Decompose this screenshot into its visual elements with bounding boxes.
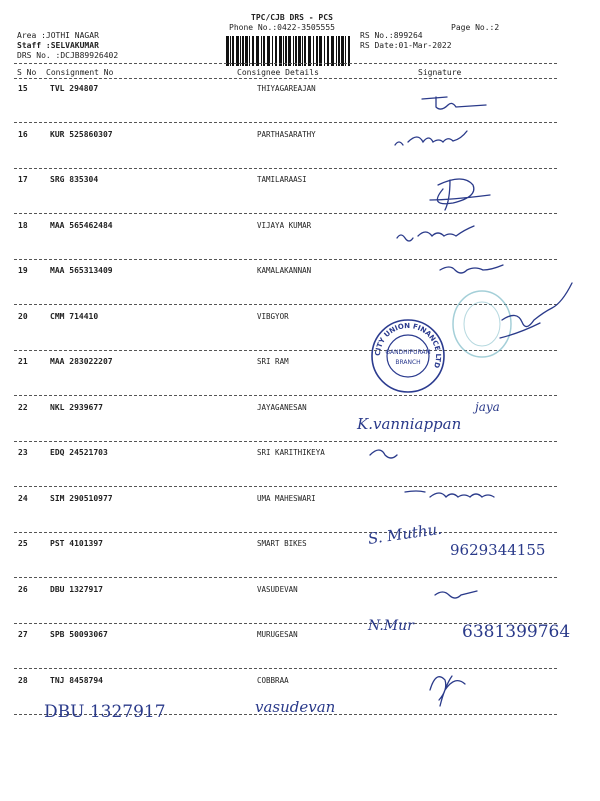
handwritten-dbu-note: DBU 1327917 xyxy=(44,702,166,722)
row-sno: 25 xyxy=(18,539,28,548)
row-consignee: VIBGYOR xyxy=(257,312,289,321)
row-consignment-no: CMM 714410 xyxy=(50,312,99,321)
handwritten-jaya: jaya xyxy=(475,400,500,414)
drs-number: DRS No. :DCJB89926402 xyxy=(17,51,119,60)
row-consignee: KAMALAKANNAN xyxy=(257,266,312,275)
row-consignment-no: SPB 50093067 xyxy=(50,630,108,639)
staff-label: Staff :SELVAKUMAR xyxy=(17,41,99,50)
handwritten-smuthu: S. Muthu. xyxy=(366,519,443,548)
document-title: TPC/CJB DRS - PCS xyxy=(251,13,333,22)
row-sno: 23 xyxy=(18,448,28,457)
page-number: Page No.:2 xyxy=(451,23,500,32)
row-consignment-no: TVL 294807 xyxy=(50,84,99,93)
row-sno: 26 xyxy=(18,585,28,594)
column-sno: S No xyxy=(17,68,37,77)
rs-number: RS No.:899264 xyxy=(360,31,423,40)
row-consignee: PARTHASARATHY xyxy=(257,130,316,139)
row-sno: 16 xyxy=(18,130,28,139)
row-consignment-no: DBU 1327917 xyxy=(50,585,103,594)
row-consignee: SMART BIKES xyxy=(257,539,307,548)
row-consignee: SRI KARITHIKEYA xyxy=(257,448,325,457)
row-consignee: SRI RAM xyxy=(257,357,289,366)
row-consignment-no: NKL 2939677 xyxy=(50,403,103,412)
row-consignee: TAMILARAASI xyxy=(257,175,307,184)
row-sno: 20 xyxy=(18,312,28,321)
handwritten-phone-2: 6381399764 xyxy=(462,622,571,642)
row-consignment-no: PST 4101397 xyxy=(50,539,103,548)
row-consignment-no: TNJ 8458794 xyxy=(50,676,103,685)
row-sno: 22 xyxy=(18,403,28,412)
handwritten-kvanniappan: K.vanniappan xyxy=(357,415,462,433)
row-sno: 15 xyxy=(18,84,28,93)
row-sno: 28 xyxy=(18,676,28,685)
row-consignment-no: SIM 290510977 xyxy=(50,494,113,503)
svg-text:GANDHIPURAM: GANDHIPURAM xyxy=(385,349,431,356)
column-consignment: Consignment No xyxy=(46,68,114,77)
row-consignee: COBBRAA xyxy=(257,676,289,685)
row-consignee: THIYAGAREAJAN xyxy=(257,84,316,93)
row-consignee: VASUDEVAN xyxy=(257,585,298,594)
handwritten-vasudevan-note: vasudevan xyxy=(255,698,336,716)
row-sno: 18 xyxy=(18,221,28,230)
area-label: Area :JOTHI NAGAR xyxy=(17,31,99,40)
rs-date: RS Date:01-Mar-2022 xyxy=(360,41,452,50)
row-consignee: MURUGESAN xyxy=(257,630,298,639)
row-sno: 21 xyxy=(18,357,28,366)
svg-text:BRANCH: BRANCH xyxy=(395,359,421,366)
row-consignee: JAYAGANESAN xyxy=(257,403,307,412)
row-consignment-no: MAA 283022207 xyxy=(50,357,113,366)
row-sno: 17 xyxy=(18,175,28,184)
column-consignee: Consignee Details xyxy=(237,68,319,77)
row-consignment-no: KUR 525860307 xyxy=(50,130,113,139)
row-sno: 24 xyxy=(18,494,28,503)
row-consignment-no: SRG 835304 xyxy=(50,175,99,184)
handwritten-nmurugesan: N.Mur xyxy=(368,618,414,634)
row-consignment-no: EDQ 24521703 xyxy=(50,448,108,457)
row-consignment-no: MAA 565313409 xyxy=(50,266,113,275)
row-consignee: VIJAYA KUMAR xyxy=(257,221,312,230)
row-consignment-no: MAA 565462484 xyxy=(50,221,113,230)
row-sno: 27 xyxy=(18,630,28,639)
row-sno: 19 xyxy=(18,266,28,275)
svg-text:CITY UNION FINANCE LTD: CITY UNION FINANCE LTD xyxy=(373,321,443,369)
row-consignee: UMA MAHESWARI xyxy=(257,494,316,503)
phone-number: Phone No.:0422-3505555 xyxy=(229,23,335,32)
column-signature: Signature xyxy=(418,68,462,77)
handwritten-phone-1: 9629344155 xyxy=(450,541,546,559)
